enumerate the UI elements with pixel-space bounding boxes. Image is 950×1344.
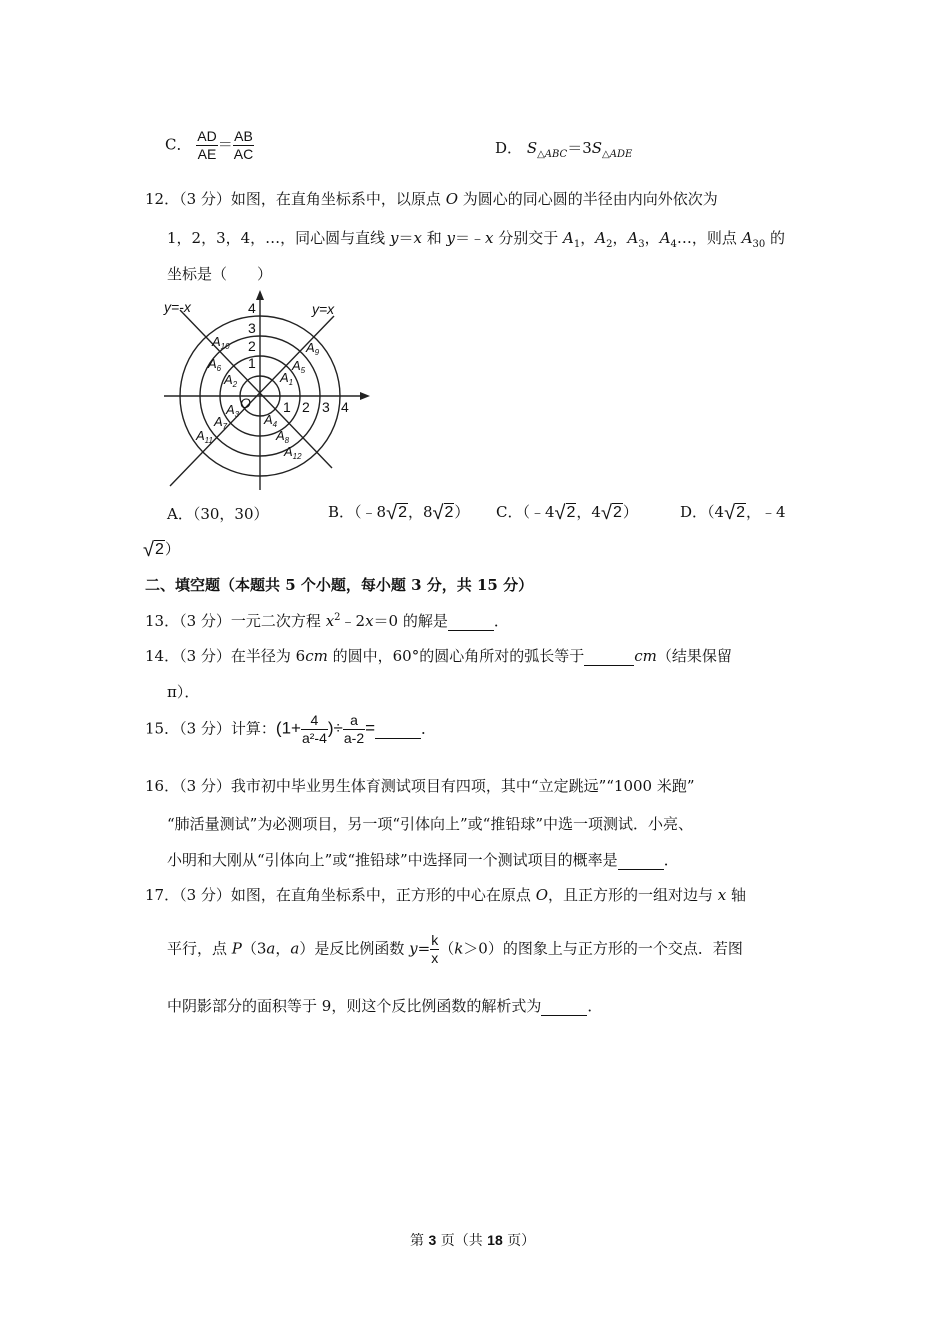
q13 [145,610,509,631]
var-k: k [454,939,464,958]
sqrt-2: √2 [554,502,576,524]
area-symbol: S [526,139,538,157]
sqrt-2: √2 [143,539,164,561]
var-x: x [413,229,422,247]
point-a: A [595,229,607,247]
text: 为圆心的同心圆的半径由内向外依次为 [458,190,718,208]
triangle-ade: △ADE [602,149,633,160]
denominator: AC [233,146,254,162]
q12-line3: 坐标是（ ） [167,265,273,283]
sqrt-2: √2 [386,502,407,524]
triangle-abc: △ABC [537,149,568,160]
answer-blank[interactable] [375,720,421,739]
text: ． [421,719,437,738]
point-a: A [659,229,671,247]
sqrt-2: √2 [724,502,745,524]
text: B．（﹣8 [328,503,387,521]
tick-right-4: 4 [341,399,349,415]
text: D．（4 [680,503,725,521]
unit-cm: cm [634,647,657,665]
superscript: 2 [334,612,341,623]
question-number: 15． [145,719,180,738]
origin-o: O [445,190,458,208]
q11-option-c [165,128,254,163]
pt-a1: $A_1$ [280,370,294,387]
point-a: A [741,229,753,247]
answer-blank[interactable] [448,612,494,631]
answer-blank[interactable] [618,851,664,870]
answer-blank[interactable] [584,647,634,666]
text: 页（共 [436,1233,488,1249]
subscript: 1 [573,239,581,250]
equals-neg: ＝﹣ [454,229,485,247]
var-a: a [290,939,300,958]
text: （3 分）我市初中毕业男生体育测试项目有四项，其中“立定跳远”“1000 米跑” [179,777,695,795]
pt-a12: $A_{12}$ [284,444,302,461]
text: ． [663,851,679,869]
numerator: AB [234,128,253,144]
pt-a3: $A_3$ [226,402,240,419]
text: ﹣2 [340,612,366,630]
comma: ， [612,229,628,247]
area-symbol: S [591,139,603,157]
numerator: 4 [301,712,328,730]
question-number: 16． [145,777,180,795]
q14-line1 [145,645,732,666]
text: （3 分）在半径为 6 [179,647,306,665]
paren-open: (1+ [275,718,301,738]
text: 的 [765,229,786,247]
section-title: 二、填空题（本题共 5 个小题，每小题 3 分，共 15 分） [145,576,534,594]
tick-right-1: 1 [283,399,291,415]
q17-line2 [167,932,743,967]
subscript: 30 [752,239,766,250]
var-x: x [365,612,374,630]
pt-a4: $A_4$ [264,412,278,429]
tick-up-4: 4 [248,300,256,316]
equals: = [365,718,376,738]
text: （3 分）一元二次方程 [179,612,326,630]
text: ） [164,540,180,558]
text: （3 分）如图，在直角坐标系中，以原点 [179,190,446,208]
pt-a7: $A_7$ [214,414,228,431]
tick-up-2: 2 [248,338,256,354]
label-origin: O [240,395,251,411]
point-a: A [562,229,574,247]
var-a: a [266,939,276,958]
label-y-eq-x: y=x [312,301,335,317]
var-y: y [446,229,455,247]
text: ） [622,503,638,521]
text: ＞0）的图象上与正方形的一个交点．若图 [463,939,743,958]
question-number: 17． [145,886,180,904]
origin-o: O [535,886,548,904]
denominator: AE [197,146,217,162]
pt-a6: $A_6$ [208,356,222,373]
point-p: P [231,939,242,958]
tick-right-3: 3 [322,399,330,415]
q14-line2: π）． [167,683,200,701]
numerator: k [431,932,439,948]
fraction-k-over-x [430,932,439,967]
text: （结果保留 [656,647,732,665]
q12-option-d [680,501,786,525]
text: ，8 [407,503,433,521]
q12-figure [160,290,375,495]
equals: = [417,939,431,958]
q11-option-d [495,137,632,160]
y-axis-arrow [256,290,264,300]
q12-line1 [145,188,718,209]
text: ，且正方形的一组对边与 [548,886,718,904]
denominator: a²-4 [301,730,327,746]
x-axis-arrow [360,392,370,400]
text: ＝0 的解是 [373,612,448,630]
pt-a2: $A_2$ [224,372,238,389]
q12-option-b [328,501,469,525]
text: C．（﹣4 [496,503,555,521]
q12-option-a: A．（30，30） [167,505,269,523]
text: 平行，点 [167,939,232,958]
var-y: y [389,229,399,247]
q16-line2: “肺活量测试”为必测项目，另一项“引体向上”或“推铅球”中选一项测试．小亮、 [167,815,694,833]
text: 的圆中，60°的圆心角所对的弧长等于 [327,647,585,665]
q15 [145,712,436,747]
equals: ＝ [398,229,414,247]
text: ） [454,503,470,521]
q12-option-c [496,501,638,525]
text: ． [493,612,509,630]
page-number: 3 [428,1232,437,1248]
total-pages: 18 [487,1232,503,1248]
text: 中阴影部分的面积等于 9，则这个反比例函数的解析式为 [167,997,542,1015]
text: （3 [241,939,267,958]
point-a: A [627,229,639,247]
answer-blank[interactable] [541,997,587,1016]
pt-a11: $A_{11}$ [196,428,213,445]
text: 分别交于 [493,229,563,247]
sqrt-2: √2 [600,502,622,524]
pt-a9: $A_9$ [306,340,320,357]
comma: ， [644,229,660,247]
q17-line3 [167,995,602,1016]
var-y: y [409,939,418,958]
numerator: AD [197,128,217,144]
tick-up-3: 3 [248,320,256,336]
option-label: D． [495,139,523,157]
text: ，﹣4 [745,503,786,521]
text: 轴 [726,886,747,904]
option-label: C． [165,135,192,154]
q12-option-d-cont [143,538,180,562]
text: （3 分）如图，在直角坐标系中，正方形的中心在原点 [179,886,536,904]
equals: ＝ [217,135,233,154]
text: 页） [502,1233,536,1249]
label-y-neg-x: y=-x [164,299,191,315]
question-number: 14． [145,647,180,665]
subscript: 4 [670,239,677,250]
text: 小明和大刚从“引体向上”或“推铅球”中选择同一个测试项目的概率是 [167,851,618,869]
text: ，4 [576,503,601,521]
text: ． [587,997,603,1015]
text: ， [275,939,291,958]
text: 和 [421,229,447,247]
denominator: a-2 [343,730,365,746]
q17-line1 [145,884,746,905]
sqrt-2: √2 [432,502,454,524]
var-x: x [484,229,494,247]
question-number: 12． [145,190,180,208]
equals-three: ＝3 [567,139,592,157]
subscript: 2 [606,239,613,250]
var-x: x [717,886,727,904]
pt-a8: $A_8$ [276,428,290,445]
fraction-4-over-a2m4 [301,712,328,747]
comma: ， [580,229,596,247]
fraction-ab-ac [233,128,254,163]
denominator: x [431,950,439,966]
subscript: 3 [638,239,645,250]
fraction-ad-ae [196,128,217,163]
text: 1，2，3，4，…，同心圆与直线 [167,229,390,247]
pt-a10: $A_{10}$ [212,334,230,351]
page-footer [410,1230,535,1250]
pt-a5: $A_5$ [292,358,306,375]
q16-line1 [145,775,695,796]
tick-up-1: 1 [248,355,256,371]
var-x: x [325,612,335,630]
text: …，则点 [676,229,742,247]
numerator: a [343,712,365,730]
text: 第 [410,1233,429,1249]
text: （ [439,939,455,958]
tick-right-2: 2 [302,399,310,415]
question-number: 13． [145,612,180,630]
text: ）是反比例函数 [299,939,410,958]
unit-cm: cm [305,647,328,665]
q16-line3 [167,849,679,870]
text: （3 分）计算： [179,719,276,738]
fraction-a-over-am2 [343,712,365,747]
paren-close: ) [327,718,334,738]
q12-line2 [167,227,785,250]
divide: ÷ [333,718,343,738]
